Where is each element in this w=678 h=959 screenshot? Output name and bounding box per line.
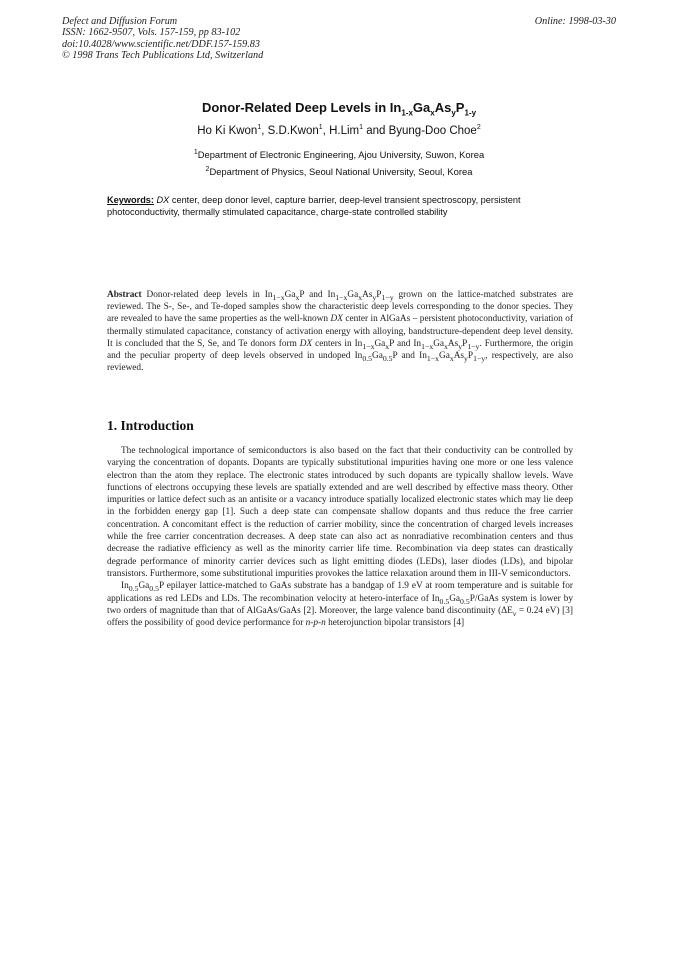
journal-header (62, 16, 263, 62)
paper-title: Donor-Related Deep Levels in $In_{1-x}Ga_xAs_yP_{1-y}$ (201, 100, 477, 118)
issn-line: ISSN: 1662-9507, Vols. 157-159, pp 83-102 (62, 27, 241, 39)
affiliation-1: $^1$Department of Electronic Engineering, Ajou University, Suwon, Korea (193, 148, 485, 160)
journal-name: Defect and Diffusion Forum (62, 16, 178, 27)
author-name: H.Lim (329, 125, 360, 137)
abstract-label: Abstract (107, 290, 142, 300)
paragraph-1: The technological importance of semiconductors is also based on the fact that their conductivity can be controlled by varying the concentration of dopants. Dopants are typically substitutional impurities having one more or one less valence electron than the atom they replace. The electronic states introduced by such dopants are typically shallow levels. Wave functions of electrons occupying these levels are spatially extended and are well described by effective mass theory. Other impurities or lattice defect such as an antisite or a vacancy introduce spatially localized electronic states which may lie deep in the forbidden energy gap [1]. Such a deep state can compensate shallow dopants and thus reduce the free carrier concentration. A concomitant effect is the reduction of carrier mobility, since the concentration of charged levels increases while the free carrier concentration decreases. A deep state can also act as nonradiative recombination centers and thus decrease the radiative efficiency as well as the minority carrier life time. Recombination via deep states can drastically degrade performance of minority carrier devices such as light emitting diodes (LEDs), laser diodes (LDs), and bipolar transistors. Furthermore, some substitutional impurities provokes the lattice relaxation around them in III-V semiconductors. (107, 446, 573, 579)
online-date: Online: 1998-03-30 (534, 16, 616, 27)
affiliation-2: $^2$Department of Physics, Seoul National University, Seoul, Korea (205, 165, 473, 177)
abstract: Abstract Donor-related deep levels in $In_{1-x}Ga_xP$ and $In_{1-x}Ga_xAs_yP_{1-y}$ grown on the lattice-matched substrates are reviewed. The S-, Se-, and Te-doped samples show the characteristic deep levels corresponding to the donor species. They are revealed to have the same properties as the well-known DX center in AlGaAs – persistent photoconductivity, variation of thermally stimulated capacitance, constancy of activation energy with alloying, bandstructure-dependent deep level density. It is concluded that the S, Se, and Te donors form DX centers in $In_{1-x}Ga_xP$ and $In_{1-x}Ga_xAs_yP_{1-y}$. Furthermore, the origin and the peculiar property of deep levels observed in undoped $In_{0.5}Ga_{0.5}P$ and $In_{1-x}Ga_xAs_yP_{1-y}$, respectively, are also reviewed. (107, 290, 573, 374)
copyright-line: © 1998 Trans Tech Publications Ltd, Switzerland (62, 50, 264, 62)
author-name: S.D.Kwon (267, 125, 319, 137)
introduction-body (107, 445, 573, 629)
doi-line: doi:10.4028/www.scientific.net/DDF.157-159.83 (62, 38, 260, 50)
paragraph-2: $In_{0.5}Ga_{0.5}P$ epilayer lattice-matched to GaAs substrate has a bandgap of 1.9 eV at room temperature and is suitable for applications as red LEDs and LDs. The recombination velocity at hetero-interface of $In_{0.5}Ga_{0.5}P$/GaAs system is lower by two orders of magnitude than that of AlGaAs/GaAs [2]. Moreover, the large valence band discontinuity ($\Delta E_v = 0.24$ eV) [3] offers the possibility of good device performance for n-p-n heterojunction bipolar transistors [4] (107, 581, 574, 629)
author-list: Ho Ki Kwon$^1$, S.D.Kwon$^1$, H.Lim$^1$ and Byung-Doo Choe$^2$ (197, 124, 481, 137)
keywords-label: Keywords: (107, 195, 154, 205)
author-name: Ho Ki Kwon (197, 125, 258, 137)
section-heading-introduction: 1. Introduction (107, 418, 194, 433)
keywords: Keywords: DX center, deep donor level, capture barrier, deep-level transient spectroscopy, persistent photoconductivity, thermally stimulated capacitance, charge-state controlled stability (107, 195, 521, 217)
author-name: Byung-Doo Choe (388, 125, 477, 137)
